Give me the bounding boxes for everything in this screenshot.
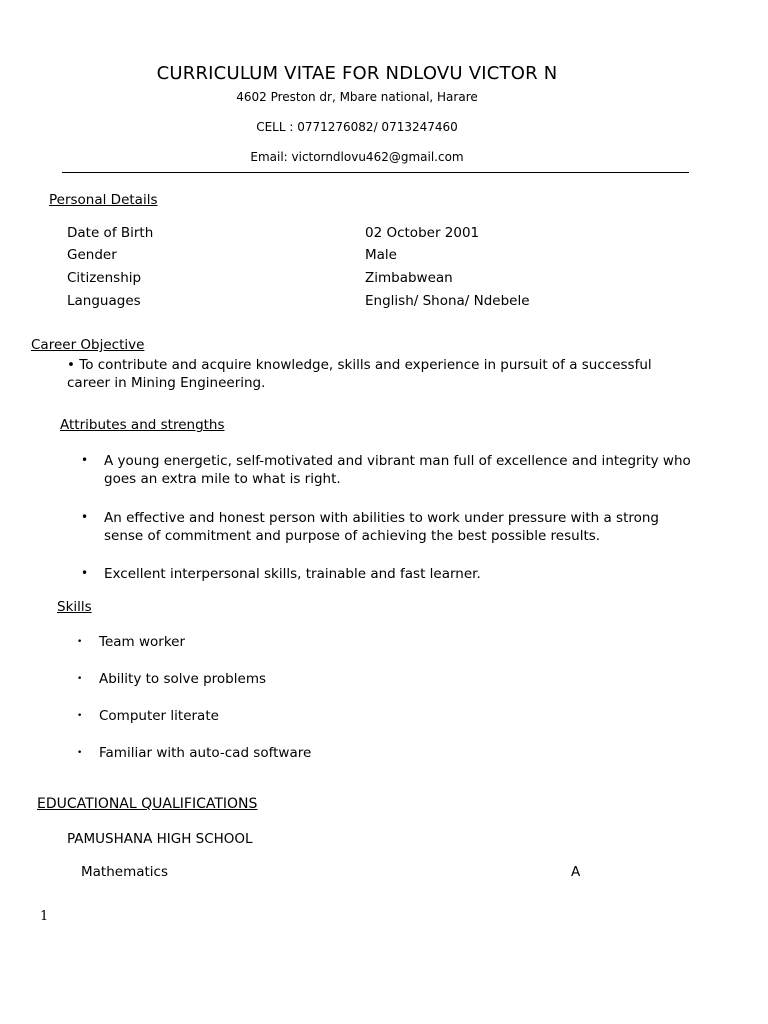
attribute-item: A young energetic, self-motivated and vibrant man full of excellence and integrity who goes an extra mile to what is right. xyxy=(104,453,691,487)
detail-value-citizenship: Zimbabwean xyxy=(365,270,453,286)
page-number: 1 xyxy=(40,909,49,924)
detail-label-languages: Languages xyxy=(67,293,141,309)
detail-label-citizenship: Citizenship xyxy=(67,270,142,286)
email-line: Email: victorndlovu462@gmail.com xyxy=(250,150,464,164)
address-line: 4602 Preston dr, Mbare national, Harare xyxy=(236,90,478,104)
school-name: PAMUSHANA HIGH SCHOOL xyxy=(67,831,253,847)
career-objective-text: • To contribute and acquire knowledge, skills and experience in pursuit of a successful career in Mining Engineering. xyxy=(67,357,652,391)
skill-item: Computer literate xyxy=(99,708,219,724)
attribute-item: An effective and honest person with abilities to work under pressure with a strong sense of commitment and purpose of achieving the best possible results. xyxy=(104,510,659,544)
detail-label-gender: Gender xyxy=(67,247,117,263)
bullet-icon: • xyxy=(81,510,89,524)
career-objective-heading: Career Objective xyxy=(31,337,145,353)
header-divider xyxy=(62,172,689,173)
bullet-icon: • xyxy=(77,711,83,721)
skill-item: Ability to solve problems xyxy=(99,671,266,687)
detail-value-dob: 02 October 2001 xyxy=(365,225,480,241)
bullet-icon: • xyxy=(81,453,89,467)
attributes-heading: Attributes and strengths xyxy=(60,417,225,433)
detail-value-languages: English/ Shona/ Ndebele xyxy=(365,293,530,309)
cell-line: CELL : 0771276082/ 0713247460 xyxy=(256,120,458,134)
skill-item: Team worker xyxy=(99,634,186,650)
detail-label-dob: Date of Birth xyxy=(67,225,154,241)
attribute-item: Excellent interpersonal skills, trainable and fast learner. xyxy=(104,566,481,582)
cv-title: CURRICULUM VITAE FOR NDLOVU VICTOR N xyxy=(156,63,558,84)
personal-details-heading: Personal Details xyxy=(49,192,158,208)
bullet-icon: • xyxy=(77,674,83,684)
education-heading: EDUCATIONAL QUALIFICATIONS xyxy=(37,796,258,812)
subject-name: Mathematics xyxy=(81,864,168,880)
bullet-icon: • xyxy=(81,566,89,580)
skills-heading: Skills xyxy=(57,599,92,615)
detail-value-gender: Male xyxy=(365,247,397,263)
subject-grade: A xyxy=(571,864,581,880)
skill-item: Familiar with auto-cad software xyxy=(99,745,312,761)
bullet-icon: • xyxy=(77,637,83,647)
bullet-icon: • xyxy=(77,748,83,758)
